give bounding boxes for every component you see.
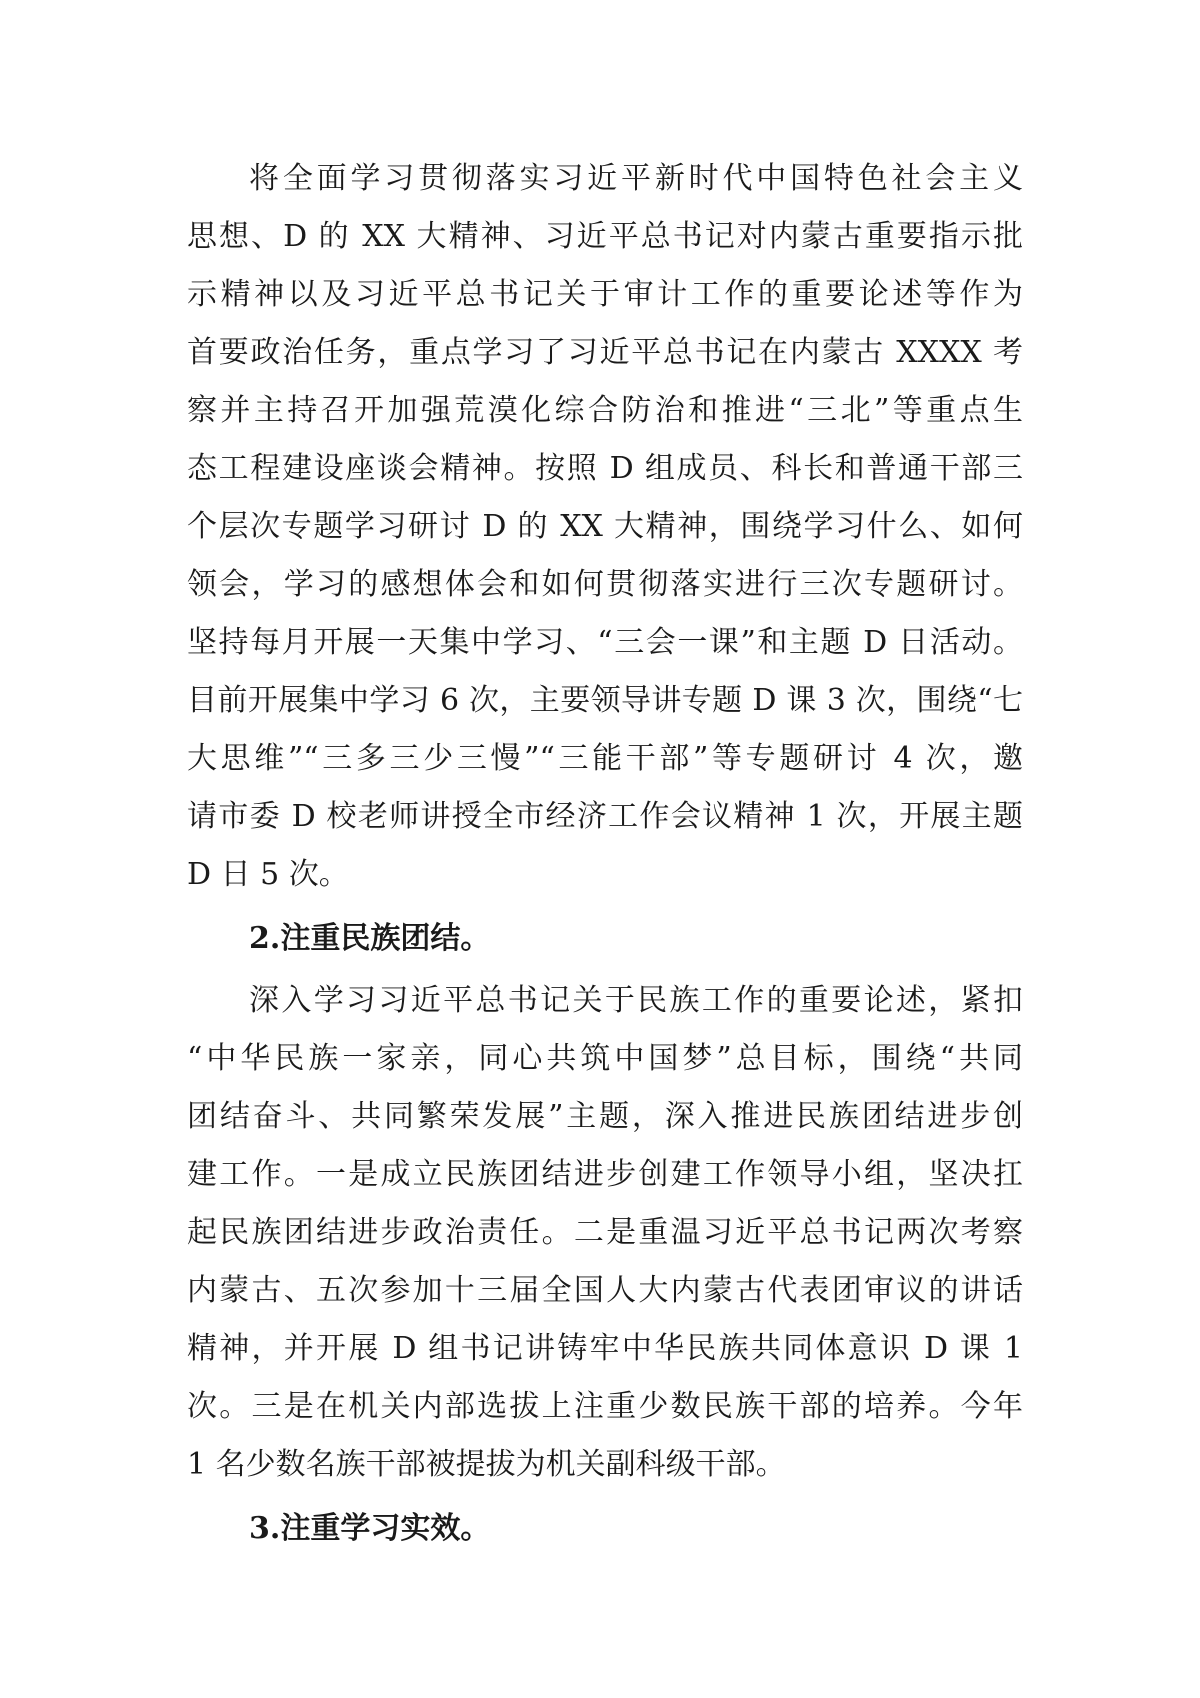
paragraph-2-line: 1 名少数名族干部被提拔为机关副科级干部。: [187, 1447, 786, 1482]
paragraph-1-line: 请市委 D 校老师讲授全市经济工作会议精神 1 次，开展主题: [187, 799, 1023, 834]
paragraph-2-line: 深入学习习近平总书记关于民族工作的重要论述，紧扣: [249, 983, 1023, 1018]
paragraph-2-line: 内蒙古、五次参加十三届全国人大内蒙古代表团审议的讲话: [187, 1273, 1023, 1308]
section-heading-2: 2.注重民族团结。: [249, 921, 491, 956]
paragraph-2-line: 次。三是在机关内部选拔上注重少数民族干部的培养。今年: [187, 1389, 1023, 1424]
paragraph-1-line: 首要政治任务，重点学习了习近平总书记在内蒙古 XXXX 考: [187, 335, 1023, 370]
paragraph-2-line: 建工作。一是成立民族团结进步创建工作领导小组，坚决扛: [187, 1157, 1023, 1192]
paragraph-1-line: 示精神以及习近平总书记关于审计工作的重要论述等作为: [187, 277, 1023, 312]
document-page: [187, 150, 1023, 1562]
paragraph-1-line: 目前开展集中学习 6 次，主要领导讲专题 D 课 3 次，围绕“七: [187, 683, 1023, 718]
paragraph-1-line: 领会，学习的感想体会和如何贯彻落实进行三次专题研讨。: [187, 567, 1023, 602]
paragraph-1-line: 将全面学习贯彻落实习近平新时代中国特色社会主义: [249, 161, 1023, 196]
paragraph-1-line: 态工程建设座谈会精神。按照 D 组成员、科长和普通干部三: [187, 451, 1023, 486]
paragraph-1-line: 察并主持召开加强荒漠化综合防治和推进“三北”等重点生: [187, 393, 1023, 428]
paragraph-1-line: 个层次专题学习研讨 D 的 XX 大精神，围绕学习什么、如何: [187, 509, 1023, 544]
section-heading-3: 3.注重学习实效。: [249, 1511, 491, 1546]
paragraph-2-line: 起民族团结进步政治责任。二是重温习近平总书记两次考察: [187, 1215, 1023, 1250]
paragraph-1-line: 大思维”“三多三少三慢”“三能干部”等专题研讨 4 次，邀: [187, 741, 1023, 776]
paragraph-2-line: 精神，并开展 D 组书记讲铸牢中华民族共同体意识 D 课 1: [187, 1331, 1023, 1366]
paragraph-1-line: D 日 5 次。: [187, 857, 349, 892]
paragraph-2-line: “中华民族一家亲，同心共筑中国梦”总目标，围绕“共同: [187, 1041, 1023, 1076]
paragraph-1-line: 思想、D 的 XX 大精神、习近平总书记对内蒙古重要指示批: [187, 219, 1023, 254]
paragraph-1-line: 坚持每月开展一天集中学习、“三会一课”和主题 D 日活动。: [187, 625, 1023, 660]
paragraph-2-line: 团结奋斗、共同繁荣发展”主题，深入推进民族团结进步创: [187, 1099, 1023, 1134]
